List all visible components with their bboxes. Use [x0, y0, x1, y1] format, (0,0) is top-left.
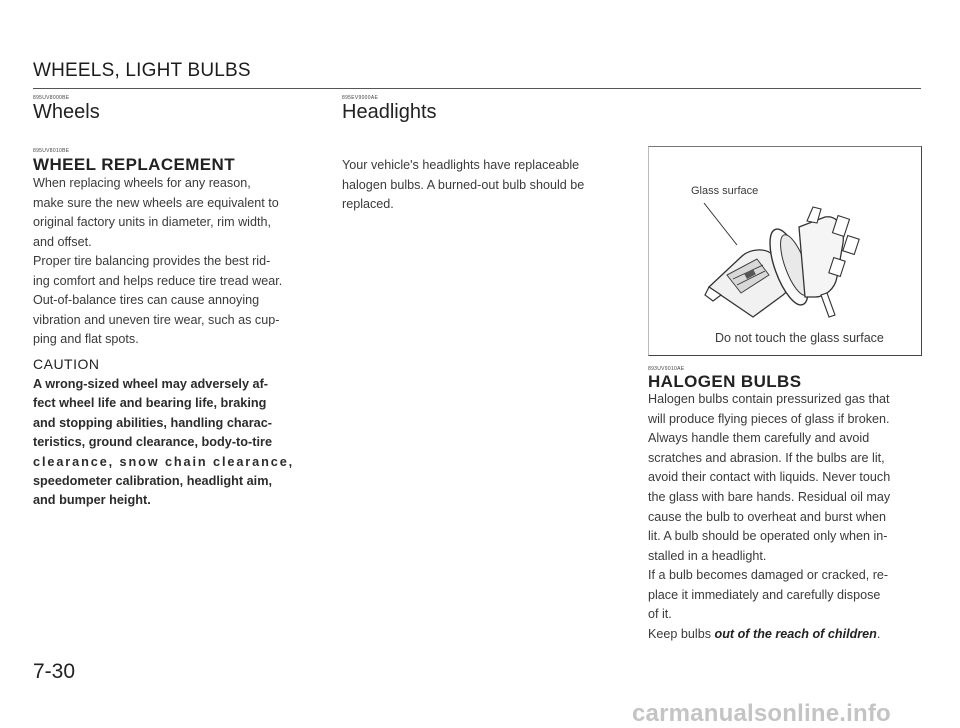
halogen-heading: HALOGEN BULBS — [648, 372, 802, 391]
wheels-heading: Wheels — [33, 101, 100, 123]
text-line: the glass with bare hands. Residual oil may — [648, 489, 891, 504]
glass-surface-label: Glass surface — [691, 185, 759, 197]
caution-line: clearance, snow chain clearance, — [33, 454, 295, 469]
text-line: scratches and abrasion. If the bulbs are lit, — [648, 450, 885, 465]
figure-caption: Do not touch the glass surface — [715, 331, 884, 345]
text-line: vibration and uneven tire wear, such as cup- — [33, 312, 280, 327]
wheel-replacement-paragraph-2 — [33, 252, 333, 350]
text-line: Halogen bulbs contain pressurized gas that — [648, 392, 890, 406]
caution-line: A wrong-sized wheel may adversely af- — [33, 377, 269, 391]
headlights-heading: Headlights — [342, 101, 437, 123]
caution-line: speedometer calibration, headlight aim, — [33, 474, 273, 489]
text-line: ing comfort and helps reduce tire tread wear. — [33, 273, 283, 288]
headlights-intro — [342, 156, 642, 215]
text-line: place it immediately and carefully dispose — [648, 587, 881, 602]
text-line: cause the bulb to overheat and burst when — [648, 509, 887, 524]
keep-suffix: . — [876, 627, 881, 641]
keep-out-of-reach-line — [648, 625, 938, 645]
text-line: stalled in a headlight. — [648, 548, 767, 563]
text-line: Proper tire balancing provides the best rid- — [33, 254, 271, 268]
text-line: avoid their contact with liquids. Never touch — [648, 470, 891, 485]
wheel-replacement-code: 895UV8010BE — [33, 148, 70, 154]
halogen-paragraph-1 — [648, 390, 938, 566]
header-rule — [33, 88, 921, 89]
text-line: original factory units in diameter, rim width, — [33, 215, 271, 230]
wheel-replacement-paragraph-1 — [33, 174, 333, 252]
text-line: lit. A bulb should be operated only when in- — [648, 529, 888, 544]
text-line: will produce flying pieces of glass if broken. — [648, 411, 890, 426]
text-line: Out-of-balance tires can cause annoying — [33, 293, 260, 308]
caution-line: teristics, ground clearance, body-to-tire — [33, 435, 272, 450]
caution-line: and stopping abilities, handling charac- — [33, 415, 272, 430]
text-line: of it. — [648, 607, 672, 622]
caution-text — [33, 375, 333, 511]
text-line: If a bulb becomes damaged or cracked, re- — [648, 568, 889, 582]
keep-prefix: Keep bulbs — [648, 627, 715, 641]
text-line: and offset. — [33, 234, 92, 249]
watermark: carmanualsonline.info — [632, 700, 891, 727]
text-line: make sure the new wheels are equivalent to — [33, 195, 279, 210]
wheels-code: 895UV8000BE — [33, 95, 70, 101]
text-line: Your vehicle's headlights have replaceable — [342, 158, 580, 172]
bulb-figure — [648, 146, 922, 356]
caution-line: fect wheel life and bearing life, braking — [33, 396, 267, 411]
halogen-paragraph-2 — [648, 566, 938, 625]
caution-line: and bumper height. — [33, 493, 151, 508]
halogen-code: 893UV9010AE — [648, 366, 685, 372]
page-number: 7-30 — [33, 660, 76, 683]
text-line: replaced. — [342, 197, 394, 212]
caution-heading: CAUTION — [33, 356, 100, 372]
text-line: halogen bulbs. A burned-out bulb should be — [342, 177, 585, 192]
text-line: Always handle them carefully and avoid — [648, 431, 870, 446]
headlights-code: 895EV9000AE — [342, 95, 379, 101]
wheel-replacement-heading: WHEEL REPLACEMENT — [33, 155, 235, 174]
halogen-bulb-illustration — [649, 147, 921, 355]
keep-emphasis: out of the reach of children — [714, 627, 877, 641]
section-title: WHEELS, LIGHT BULBS — [33, 60, 251, 81]
text-line: ping and flat spots. — [33, 332, 139, 347]
text-line: When replacing wheels for any reason, — [33, 176, 251, 190]
